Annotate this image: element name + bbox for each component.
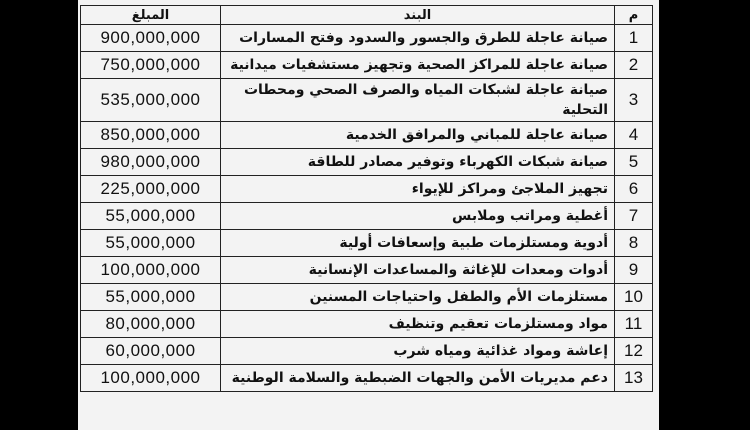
item-cell: إعاشة ومواد غذائية ومياه شرب <box>221 338 615 365</box>
row-number-cell: 6 <box>615 176 653 203</box>
table-row <box>81 338 653 365</box>
row-number-cell: 13 <box>615 365 653 392</box>
table-row <box>81 122 653 149</box>
row-number-cell: 8 <box>615 230 653 257</box>
row-number-cell: 5 <box>615 149 653 176</box>
amount-cell: 225,000,000 <box>81 176 221 203</box>
table-row <box>81 52 653 79</box>
header-amount: المبلغ <box>81 6 221 25</box>
amount-cell: 55,000,000 <box>81 203 221 230</box>
item-cell: تجهيز الملاجئ ومراكز للإيواء <box>221 176 615 203</box>
row-number-cell: 10 <box>615 284 653 311</box>
amount-cell: 850,000,000 <box>81 122 221 149</box>
table-row <box>81 25 653 52</box>
table-row <box>81 257 653 284</box>
row-number-cell: 4 <box>615 122 653 149</box>
amount-cell: 535,000,000 <box>81 79 221 122</box>
document-page <box>78 0 659 430</box>
item-cell: دعم مديريات الأمن والجهات الضبطية والسلامة الوطنية <box>221 365 615 392</box>
amount-cell: 55,000,000 <box>81 284 221 311</box>
item-cell: مواد ومستلزمات تعقيم وتنظيف <box>221 311 615 338</box>
item-cell: صيانة شبكات الكهرباء وتوفير مصادر للطاقة <box>221 149 615 176</box>
amount-cell: 55,000,000 <box>81 230 221 257</box>
item-cell: أدوات ومعدات للإغاثة والمساعدات الإنسانية <box>221 257 615 284</box>
row-number-cell: 7 <box>615 203 653 230</box>
row-number-cell: 1 <box>615 25 653 52</box>
item-cell: أدوية ومستلزمات طبية وإسعافات أولية <box>221 230 615 257</box>
header-num: م <box>615 6 653 25</box>
table-row <box>81 149 653 176</box>
amount-cell: 100,000,000 <box>81 365 221 392</box>
row-number-cell: 11 <box>615 311 653 338</box>
table-row <box>81 365 653 392</box>
item-cell: صيانة عاجلة للمباني والمرافق الخدمية <box>221 122 615 149</box>
amount-cell: 60,000,000 <box>81 338 221 365</box>
amount-cell: 900,000,000 <box>81 25 221 52</box>
amount-cell: 980,000,000 <box>81 149 221 176</box>
table-header-row <box>81 6 653 25</box>
table-row <box>81 203 653 230</box>
table-row <box>81 284 653 311</box>
item-cell: صيانة عاجلة لشبكات المياه والصرف الصحي ومحطات التحلية <box>221 79 615 122</box>
amount-cell: 750,000,000 <box>81 52 221 79</box>
table-row <box>81 176 653 203</box>
budget-table <box>80 5 653 392</box>
item-cell: صيانة عاجلة للمراكز الصحية وتجهيز مستشفيات ميدانية <box>221 52 615 79</box>
item-cell: مستلزمات الأم والطفل واحتياجات المسنين <box>221 284 615 311</box>
header-item: البند <box>221 6 615 25</box>
row-number-cell: 3 <box>615 79 653 122</box>
item-cell: أغطية ومراتب وملابس <box>221 203 615 230</box>
amount-cell: 80,000,000 <box>81 311 221 338</box>
table-row <box>81 79 653 122</box>
item-cell: صيانة عاجلة للطرق والجسور والسدود وفتح المسارات <box>221 25 615 52</box>
table-row <box>81 311 653 338</box>
row-number-cell: 9 <box>615 257 653 284</box>
row-number-cell: 2 <box>615 52 653 79</box>
row-number-cell: 12 <box>615 338 653 365</box>
table-row <box>81 230 653 257</box>
amount-cell: 100,000,000 <box>81 257 221 284</box>
